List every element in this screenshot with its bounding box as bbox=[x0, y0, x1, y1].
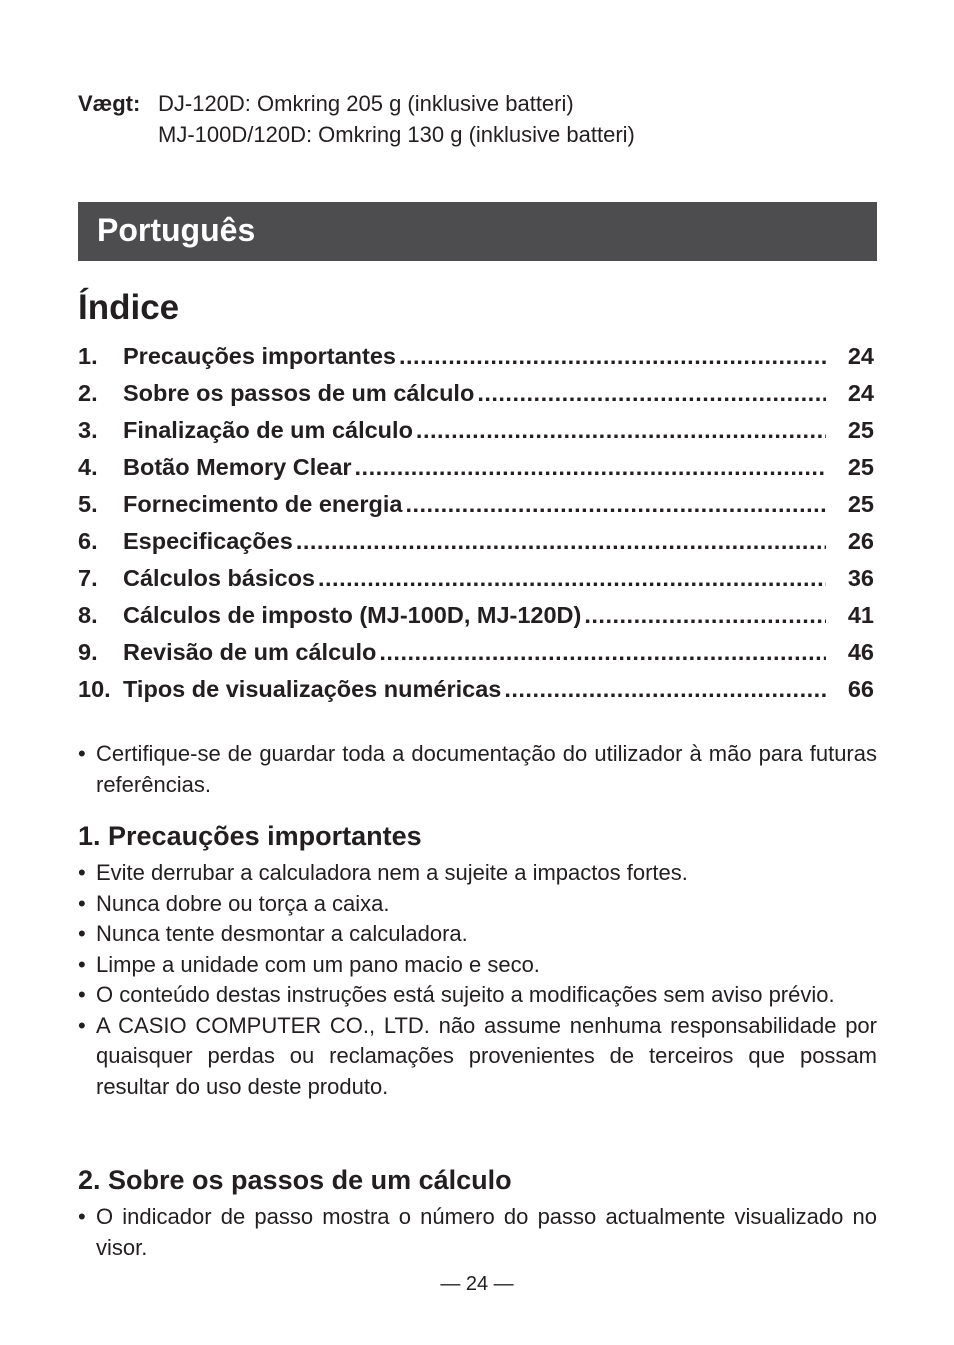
toc-leader-dots bbox=[416, 417, 826, 444]
toc-item-page: 25 bbox=[847, 417, 874, 443]
section-heading: 1. Precauções importantes bbox=[78, 821, 422, 851]
toc-item-number: 9. bbox=[78, 639, 98, 665]
toc-leader-dots bbox=[379, 639, 826, 666]
toc-leader-dots bbox=[318, 565, 826, 592]
toc-item-page: 25 bbox=[847, 454, 874, 480]
toc-item-number: 2. bbox=[78, 380, 98, 406]
section-calculation-steps bbox=[78, 1162, 877, 1263]
weight-line-1 bbox=[78, 88, 635, 119]
toc-item bbox=[78, 338, 877, 375]
language-title: Português bbox=[97, 212, 256, 248]
toc-item-number: 4. bbox=[78, 454, 98, 480]
toc-item-page: 66 bbox=[847, 676, 874, 702]
toc-item bbox=[78, 597, 877, 634]
weight-label: Vægt: bbox=[78, 91, 141, 116]
toc-leader-dots bbox=[584, 602, 826, 629]
page-number: — 24 — bbox=[440, 1273, 514, 1295]
toc-item-title: Cálculos básicos bbox=[123, 565, 315, 591]
toc-item-page: 26 bbox=[847, 528, 874, 554]
language-bar bbox=[78, 202, 877, 261]
list-item: • O conteúdo destas instruções está sujeito a modificações sem aviso prévio. bbox=[78, 980, 877, 1011]
note-list bbox=[78, 739, 877, 800]
toc-item-number: 10. bbox=[78, 676, 111, 702]
toc-item-page: 24 bbox=[847, 380, 874, 406]
toc-item-number: 5. bbox=[78, 491, 98, 517]
section-important-precautions bbox=[78, 818, 877, 1102]
toc-item bbox=[78, 375, 877, 412]
precautions-list bbox=[78, 858, 877, 1102]
toc-item bbox=[78, 671, 877, 708]
toc-item-page: 25 bbox=[847, 491, 874, 517]
toc-item-number: 3. bbox=[78, 417, 98, 443]
toc-item-title: Especificações bbox=[123, 528, 293, 554]
toc-item bbox=[78, 634, 877, 671]
weight-spec bbox=[78, 88, 635, 150]
toc-item-page: 24 bbox=[847, 343, 874, 369]
table-of-contents bbox=[78, 338, 877, 708]
documentation-note bbox=[78, 739, 877, 800]
toc-item bbox=[78, 486, 877, 523]
list-item: • O indicador de passo mostra o número do passo actualmente visualizado no visor. bbox=[78, 1202, 877, 1263]
toc-item-title: Fornecimento de energia bbox=[123, 491, 403, 517]
toc-item-title: Botão Memory Clear bbox=[123, 454, 352, 480]
toc-leader-dots bbox=[296, 528, 826, 555]
weight-value-2: MJ-100D/120D: Omkring 130 g (inklusive batteri) bbox=[158, 122, 635, 147]
toc-leader-dots bbox=[405, 491, 826, 518]
toc-leader-dots bbox=[504, 676, 826, 703]
toc-item bbox=[78, 449, 877, 486]
toc-item-number: 6. bbox=[78, 528, 98, 554]
list-item: • Nunca dobre ou torça a caixa. bbox=[78, 889, 877, 920]
note-item: • Certifique-se de guardar toda a documentação do utilizador à mão para futuras referências. bbox=[78, 739, 877, 800]
toc-item-title: Tipos de visualizações numéricas bbox=[123, 676, 502, 702]
toc-item-page: 46 bbox=[847, 639, 874, 665]
list-item: • Evite derrubar a calculadora nem a sujeite a impactos fortes. bbox=[78, 858, 877, 889]
list-item: • Nunca tente desmontar a calculadora. bbox=[78, 919, 877, 950]
index-title: Índice bbox=[78, 288, 180, 327]
toc-leader-dots bbox=[355, 454, 826, 481]
toc-item-title: Revisão de um cálculo bbox=[123, 639, 377, 665]
toc-item-number: 1. bbox=[78, 343, 98, 369]
toc-item-page: 41 bbox=[847, 602, 874, 628]
toc-item bbox=[78, 412, 877, 449]
toc-item-title: Sobre os passos de um cálculo bbox=[123, 380, 475, 406]
toc-item bbox=[78, 560, 877, 597]
toc-item-page: 36 bbox=[847, 565, 874, 591]
list-item: • A CASIO COMPUTER CO., LTD. não assume nenhuma responsabilidade por quaisquer perdas ou reclamações provenientes de terceiros que possam resultar do uso deste produto. bbox=[78, 1011, 877, 1103]
toc-leader-dots bbox=[399, 343, 826, 370]
steps-list bbox=[78, 1202, 877, 1263]
toc-item-number: 8. bbox=[78, 602, 98, 628]
toc-leader-dots bbox=[477, 380, 826, 407]
list-item: • Limpe a unidade com um pano macio e seco. bbox=[78, 950, 877, 981]
weight-value-1: DJ-120D: Omkring 205 g (inklusive batteri) bbox=[158, 91, 574, 116]
toc-item-title: Cálculos de imposto (MJ-100D, MJ-120D) bbox=[123, 602, 582, 628]
section-heading: 2. Sobre os passos de um cálculo bbox=[78, 1165, 512, 1195]
toc-item bbox=[78, 523, 877, 560]
toc-item-title: Precauções importantes bbox=[123, 343, 396, 369]
toc-item-title: Finalização de um cálculo bbox=[123, 417, 413, 443]
toc-item-number: 7. bbox=[78, 565, 98, 591]
